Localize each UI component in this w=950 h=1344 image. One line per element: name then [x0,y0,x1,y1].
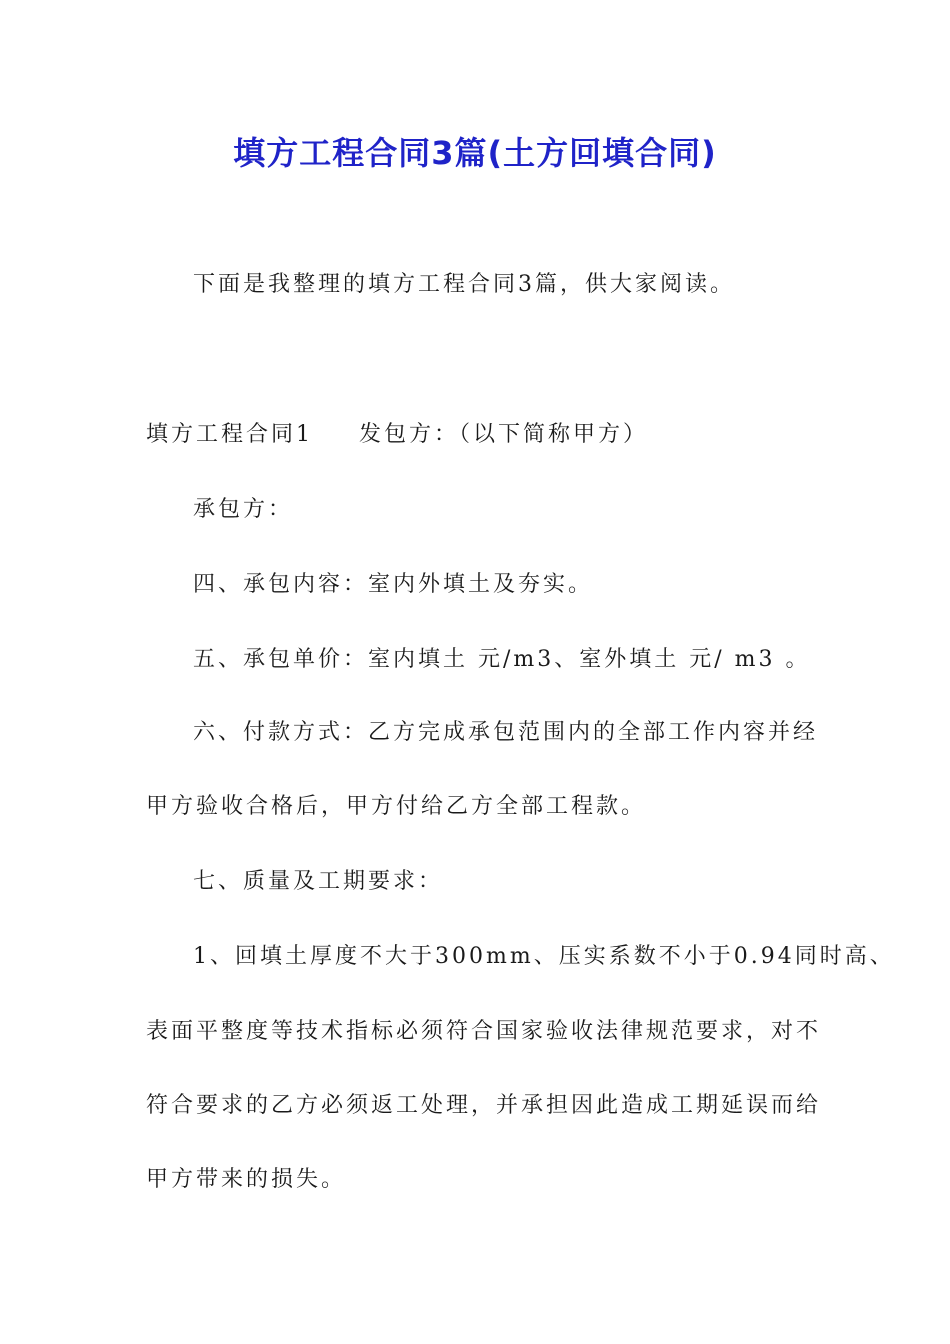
clause-7-1-line-1: 1、回填土厚度不大于300mm、压实系数不小于0.94同时高、 [193,944,895,969]
party-b-label: 承包方： [193,497,294,522]
contract-heading-line [146,420,648,450]
clause-7: 七、质量及工期要求： [193,869,444,894]
contract-heading: 填方工程合同1 [146,422,313,447]
clause-7-1-line-3: 符合要求的乙方必须返工处理，并承担因此造成工期延误而给 [146,1093,822,1118]
intro-paragraph: 下面是我整理的填方工程合同3篇，供大家阅读。 [193,272,735,297]
clause-6-line-1: 六、付款方式：乙方完成承包范围内的全部工作内容并经 [193,720,819,745]
party-a-label: 发包方：（以下简称甲方） [359,422,649,447]
clause-7-1-line-4: 甲方带来的损失。 [146,1167,347,1192]
document-title: 填方工程合同3篇(土方回填合同) [233,134,717,172]
clause-7-1-line-2: 表面平整度等技术指标必须符合国家验收法律规范要求，对不 [146,1019,822,1044]
clause-6-line-2: 甲方验收合格后，甲方付给乙方全部工程款。 [146,794,647,819]
clause-5: 五、承包单价：室内填土 元/m3、室外填土 元/ m3 。 [193,647,811,672]
clause-4: 四、承包内容：室内外填土及夯实。 [193,572,594,597]
